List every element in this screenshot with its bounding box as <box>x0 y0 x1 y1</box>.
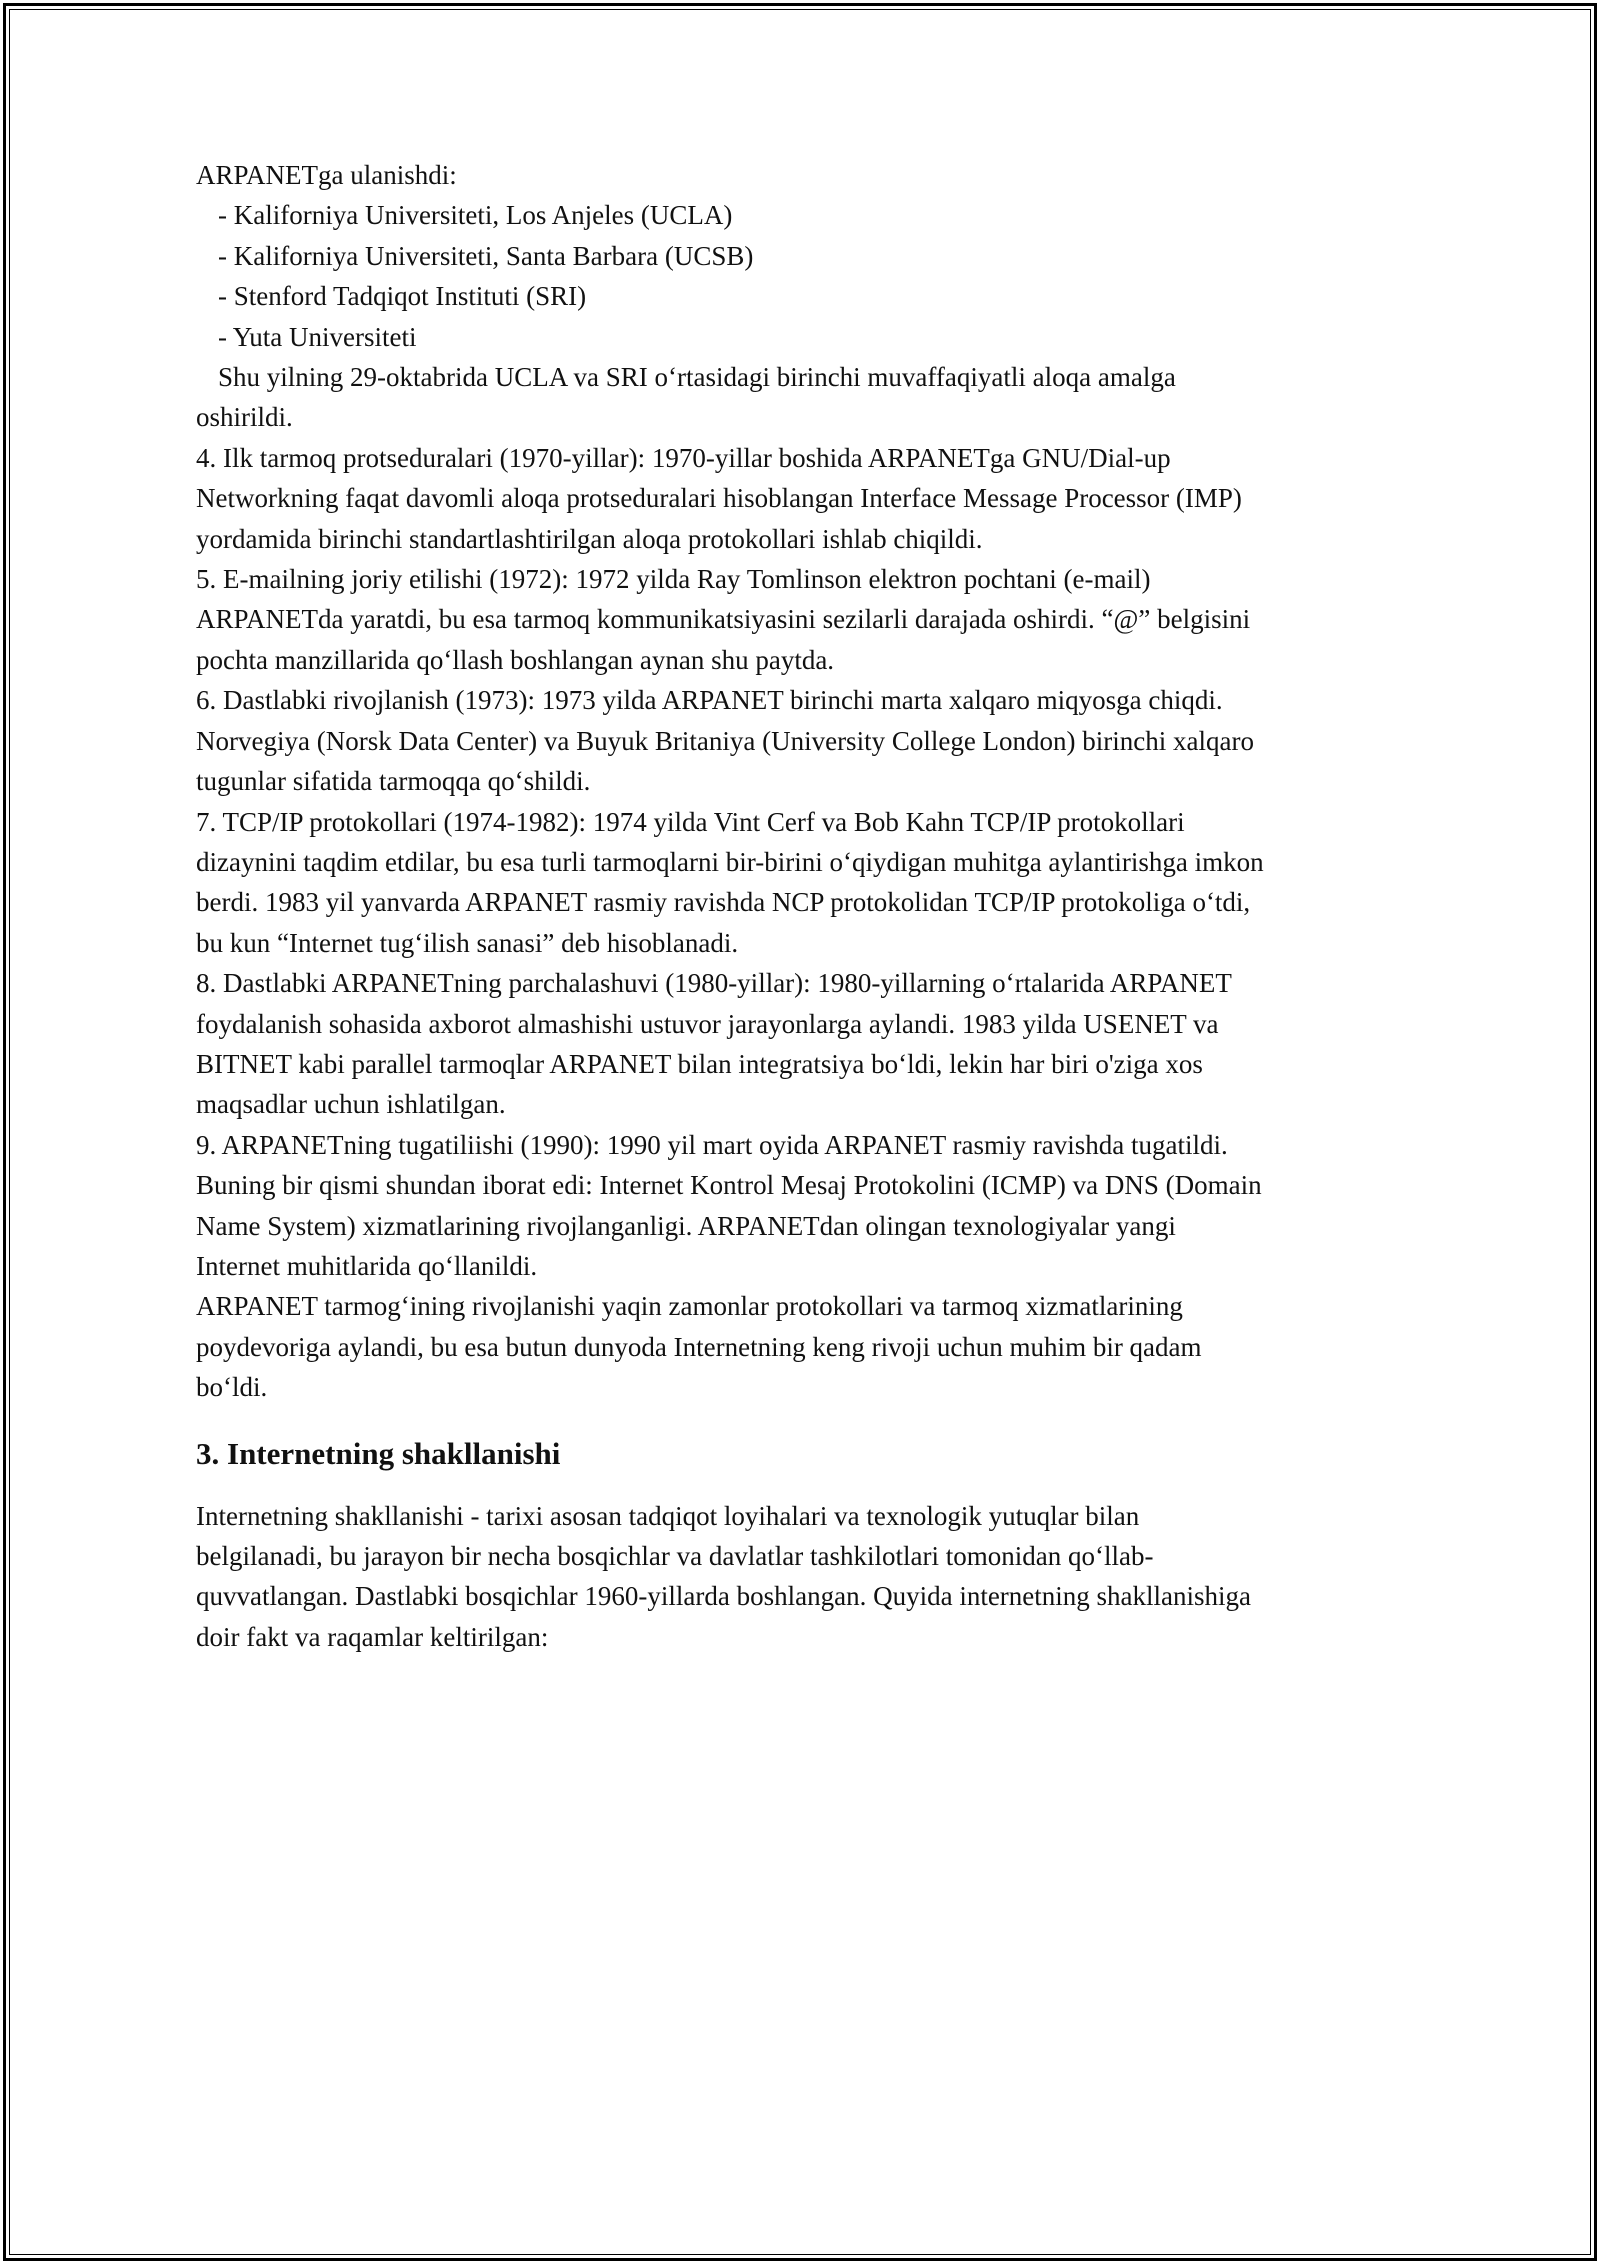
text-line: Buning bir qismi shundan iborat edi: Internet Kontrol Mesaj Protokolini (ICMP) va DNS (Domain <box>196 1170 1262 1201</box>
list-item-ucla: - Kaliforniya Universiteti, Los Anjeles (UCLA) <box>218 200 733 231</box>
list-item-utah: - Yuta Universiteti <box>218 321 417 352</box>
text-line: 9. ARPANETning tugatiliishi (1990): 1990 yil mart oyida ARPANET rasmiy ravishda tugatildi. <box>196 1129 1228 1160</box>
text-line: dizaynini taqdim etdilar, bu esa turli tarmoqlarni bir-birini o‘qiydigan muhitga aylantirishga imkon <box>196 846 1264 877</box>
list-item-ucsb: - Kaliforniya Universiteti, Santa Barbara (UCSB) <box>218 240 754 271</box>
text-line: Internetning shakllanishi - tarixi asosan tadqiqot loyihalari va texnologik yutuqlar bilan <box>196 1500 1140 1531</box>
paragraph-internet-formation <box>196 1496 1426 1658</box>
text-line: BITNET kabi parallel tarmoqlar ARPANET bilan integratsiya bo‘ldi, lekin har biri o'ziga xos <box>196 1048 1203 1079</box>
document-body <box>196 155 1426 1657</box>
text-line: 7. TCP/IP protokollari (1974-1982): 1974 yilda Vint Cerf va Bob Kahn TCP/IP protokollari <box>196 806 1185 837</box>
text-line: yordamida birinchi standartlashtirilgan aloqa protokollari ishlab chiqildi. <box>196 523 983 554</box>
text-line: pochta manzillarida qo‘llash boshlangan aynan shu paytda. <box>196 644 835 675</box>
text-line: berdi. 1983 yil yanvarda ARPANET rasmiy ravishda NCP protokolidan TCP/IP protokoliga o‘tdi, <box>196 887 1251 918</box>
text-line: ARPANET tarmog‘ining rivojlanishi yaqin zamonlar protokollari va tarmoq xizmatlarining <box>196 1291 1183 1322</box>
text-line: bo‘ldi. <box>196 1372 268 1403</box>
text-line: 8. Dastlabki ARPANETning parchalashuvi (1980-yillar): 1980-yillarning o‘rtalarida ARPANET <box>196 968 1232 999</box>
text-line: belgilanadi, bu jarayon bir necha bosqichlar va davlatlar tashkilotlari tomonidan qo‘llab- <box>196 1541 1154 1571</box>
text-line: tugunlar sifatida tarmoqqa qo‘shildi. <box>196 766 591 797</box>
text-line: doir fakt va raqamlar keltirilgan: <box>196 1621 549 1652</box>
text-line: 5. E-mailning joriy etilishi (1972): 1972 yilda Ray Tomlinson elektron pochtani (e-mail) <box>196 564 1151 595</box>
section-heading: 3. Internetning shakllanishi <box>196 1435 561 1471</box>
text-line: Name System) xizmatlarining rivojlanganligi. ARPANETdan olingan texnologiyalar yangi <box>196 1210 1176 1241</box>
text-line: foydalanish sohasida axborot almashishi ustuvor jarayonlarga aylandi. 1983 yilda USENET va <box>196 1008 1219 1039</box>
text-line: Norvegiya (Norsk Data Center) va Buyuk Britaniya (University College London) birinchi xalqaro <box>196 725 1254 756</box>
text-line: Networkning faqat davomli aloqa protseduralari hisoblangan Interface Message Processor (IMP) <box>196 483 1242 514</box>
text-line: ARPANETda yaratdi, bu esa tarmoq kommunikatsiyasini sezilarli darajada oshirdi. “@” belgisini <box>196 604 1251 635</box>
text-line: Internet muhitlarida qo‘llanildi. <box>196 1250 538 1281</box>
text-line: ARPANETga ulanishdi: <box>196 160 457 190</box>
text-line: poydevoriga aylandi, bu esa butun dunyoda Internetning keng rivoji uchun muhim bir qadam <box>196 1331 1202 1362</box>
text-line: quvvatlangan. Dastlabki bosqichlar 1960-yillarda boshlangan. Quyida internetning shakllanishiga <box>196 1581 1252 1612</box>
text-line: maqsadlar uchun ishlatilgan. <box>196 1089 506 1120</box>
text-line: 6. Dastlabki rivojlanish (1973): 1973 yilda ARPANET birinchi marta xalqaro miqyosga chiqdi. <box>196 685 1223 716</box>
paragraph-arpanet-history <box>196 155 1426 1408</box>
text-line: bu kun “Internet tug‘ilish sanasi” deb hisoblanadi. <box>196 927 739 958</box>
list-item-sri: - Stenford Tadqiqot Instituti (SRI) <box>218 281 587 312</box>
text-line: 4. Ilk tarmoq protseduralari (1970-yillar): 1970-yillar boshida ARPANETga GNU/Dial-up <box>196 442 1171 473</box>
text-line: oshirildi. <box>196 402 293 433</box>
text-line: Shu yilning 29-oktabrida UCLA va SRI o‘rtasidagi birinchi muvaffaqiyatli aloqa amalga <box>218 362 1176 393</box>
